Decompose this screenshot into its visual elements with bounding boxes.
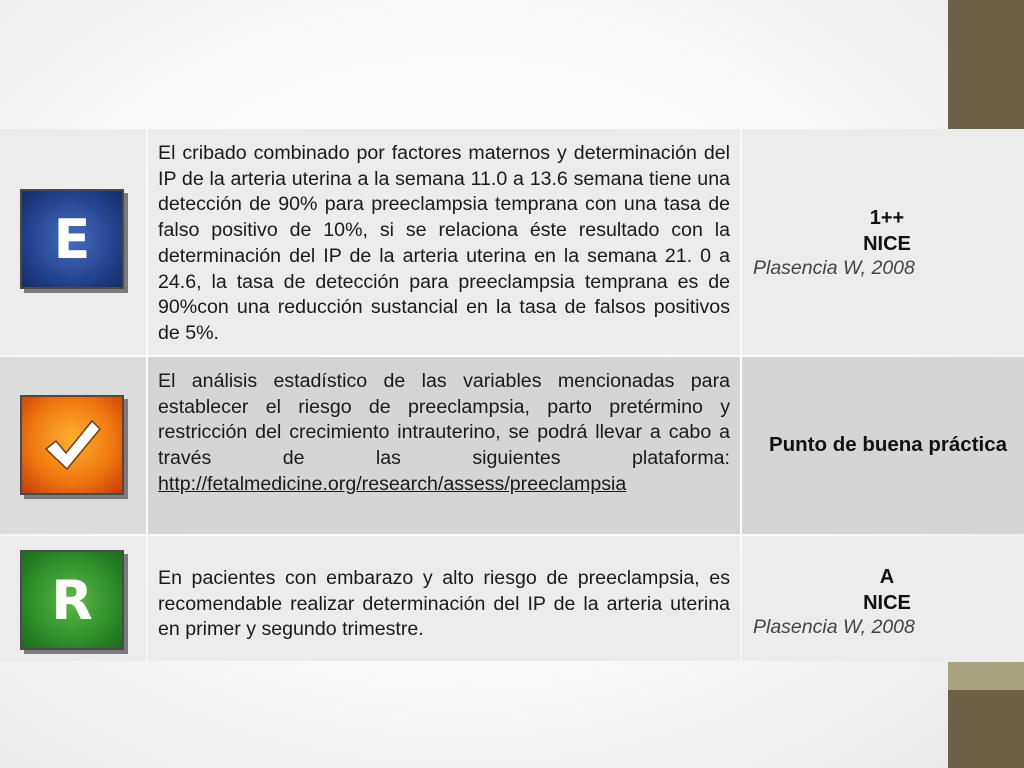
evidence-row bbox=[0, 129, 1024, 355]
recommendation-source: NICE bbox=[863, 592, 911, 614]
good-practice-label: Punto de buena práctica bbox=[768, 433, 1008, 456]
checkmark-badge-icon bbox=[20, 395, 124, 495]
badge-letter: E bbox=[53, 207, 91, 271]
decorative-bar-bottom bbox=[948, 690, 1024, 768]
reference-cell bbox=[742, 129, 1024, 355]
icon-cell bbox=[0, 357, 146, 534]
statement-cell bbox=[148, 357, 740, 534]
evidence-source: NICE bbox=[863, 233, 911, 255]
icon-cell bbox=[0, 129, 146, 355]
decorative-bar-middle bbox=[948, 662, 1024, 690]
link-line bbox=[158, 472, 730, 498]
checkmark-icon bbox=[40, 415, 104, 475]
badge-letter: R bbox=[51, 568, 93, 632]
recommendation-row bbox=[0, 536, 1024, 661]
evidence-grade: 1++ bbox=[869, 207, 905, 229]
recommendation-citation: Plasencia W, 2008 bbox=[753, 616, 915, 638]
recommendation-badge-icon bbox=[20, 550, 124, 650]
decorative-bar-top bbox=[948, 0, 1024, 130]
icon-cell bbox=[0, 536, 146, 661]
statement-cell bbox=[148, 129, 740, 355]
statement-cell bbox=[148, 536, 740, 661]
evidence-statement: El cribado combinado por factores maternos y determinación del IP de la arteria uterina a la semana 11.0 a 13.6 semana tiene una detección de 90% para preeclampsia temprana con una tasa de falso positivo de 10%, si se relaciona éste resultado con la determinación del IP de la arteria uterina en la semana 21. 0 a 24.6, la tasa de detección para preeclampsia temprana es de 90%con una reducción sustancial en la tasa de falsos positivos de 5%. bbox=[158, 142, 730, 344]
reference-cell bbox=[742, 536, 1024, 661]
recommendation-grade: A bbox=[879, 566, 895, 588]
recommendation-statement: En pacientes con embarazo y alto riesgo de preeclampsia, es recomendable realizar determinación del IP de la arteria uterina en primer y segundo trimestre. bbox=[158, 567, 730, 641]
platform-link[interactable]: http://fetalmedicine.org/research/assess/preeclampsia bbox=[158, 472, 627, 495]
evidence-citation: Plasencia W, 2008 bbox=[753, 257, 915, 279]
good-practice-statement: El análisis estadístico de las variables mencionadas para establecer el riesgo de preeclampsia, parto pretérmino y restricción del crecimiento intrauterino, se podrá llevar a cabo a través de las siguientes plataforma: bbox=[158, 370, 730, 470]
reference-cell bbox=[742, 357, 1024, 534]
evidence-badge-icon bbox=[20, 189, 124, 289]
good-practice-row bbox=[0, 357, 1024, 534]
